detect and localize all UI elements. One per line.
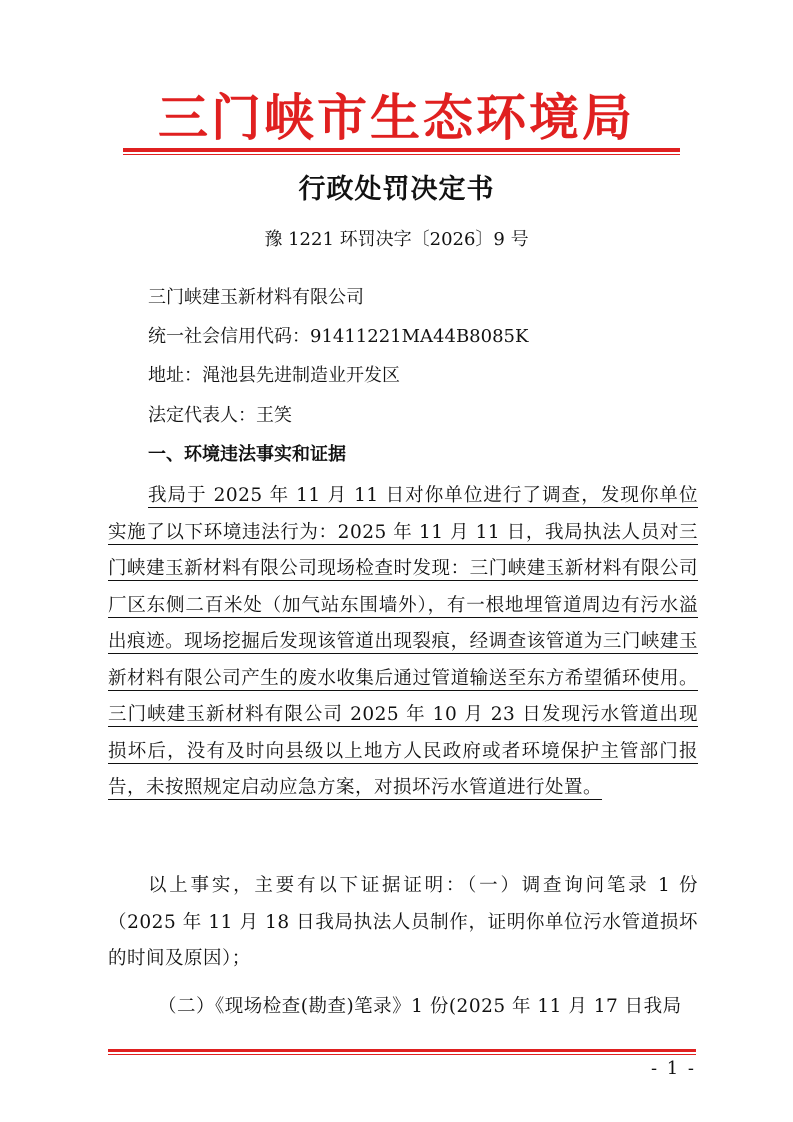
document-number: 豫 1221 环罚决字〔2026〕9 号 xyxy=(264,229,529,250)
page-number: - 1 - xyxy=(650,1058,696,1079)
footer-red-rule-thin xyxy=(108,1054,696,1055)
header-red-rule-thick xyxy=(123,148,680,152)
party-credit-code: 统一社会信用代码：91411221MA44B8085K xyxy=(148,326,529,347)
header-red-rule-thin xyxy=(123,154,680,155)
evidence-item-2: （二）《现场检查(勘查)笔录》1 份(2025 年 11 月 17 日我局 xyxy=(158,996,682,1017)
violation-facts-text: 我局于 2025 年 11 月 11 日对你单位进行了调查，发现你单位实施了以下环境违法行为：2025 年 11 月 11 日，我局执法人员对三门峡建玉新材料有限公司现场检查时发现：三门峡建玉新材料有限公司厂区东侧二百米处（加气站东围墙外），有一根地埋管道周边有污水溢出痕迹。现场挖掘后发现该管道出现裂痕，经调查该管道为三门峡建玉新材料有限公司产生的废水收集后通过管道输送至东方希望循环使用。三门峡建玉新材料有限公司 2025 年 10 月 23 日发现污水管道出现损坏后，没有及时向县级以上地方人民政府或者环境保护主管部门报告，未按照规定启动应急方案，对损坏污水管道进行处置。 xyxy=(108,485,698,798)
section-heading: 一、环境违法事实和证据 xyxy=(148,444,346,465)
footer-red-rule-thick xyxy=(108,1049,696,1052)
document-title: 行政处罚决定书 xyxy=(298,174,495,205)
violation-facts-paragraph xyxy=(108,478,698,807)
party-legal-rep: 法定代表人：王笑 xyxy=(148,405,292,426)
party-company: 三门峡建玉新材料有限公司 xyxy=(148,287,364,308)
evidence-intro-paragraph: 以上事实，主要有以下证据证明：（一）调查询问笔录 1 份（2025 年 11 月 18 日我局执法人员制作，证明你单位污水管道损坏的时间及原因）； xyxy=(108,875,698,969)
agency-name: 三门峡市生态环境局 xyxy=(158,88,635,147)
party-address: 地址：渑池县先进制造业开发区 xyxy=(148,365,400,386)
